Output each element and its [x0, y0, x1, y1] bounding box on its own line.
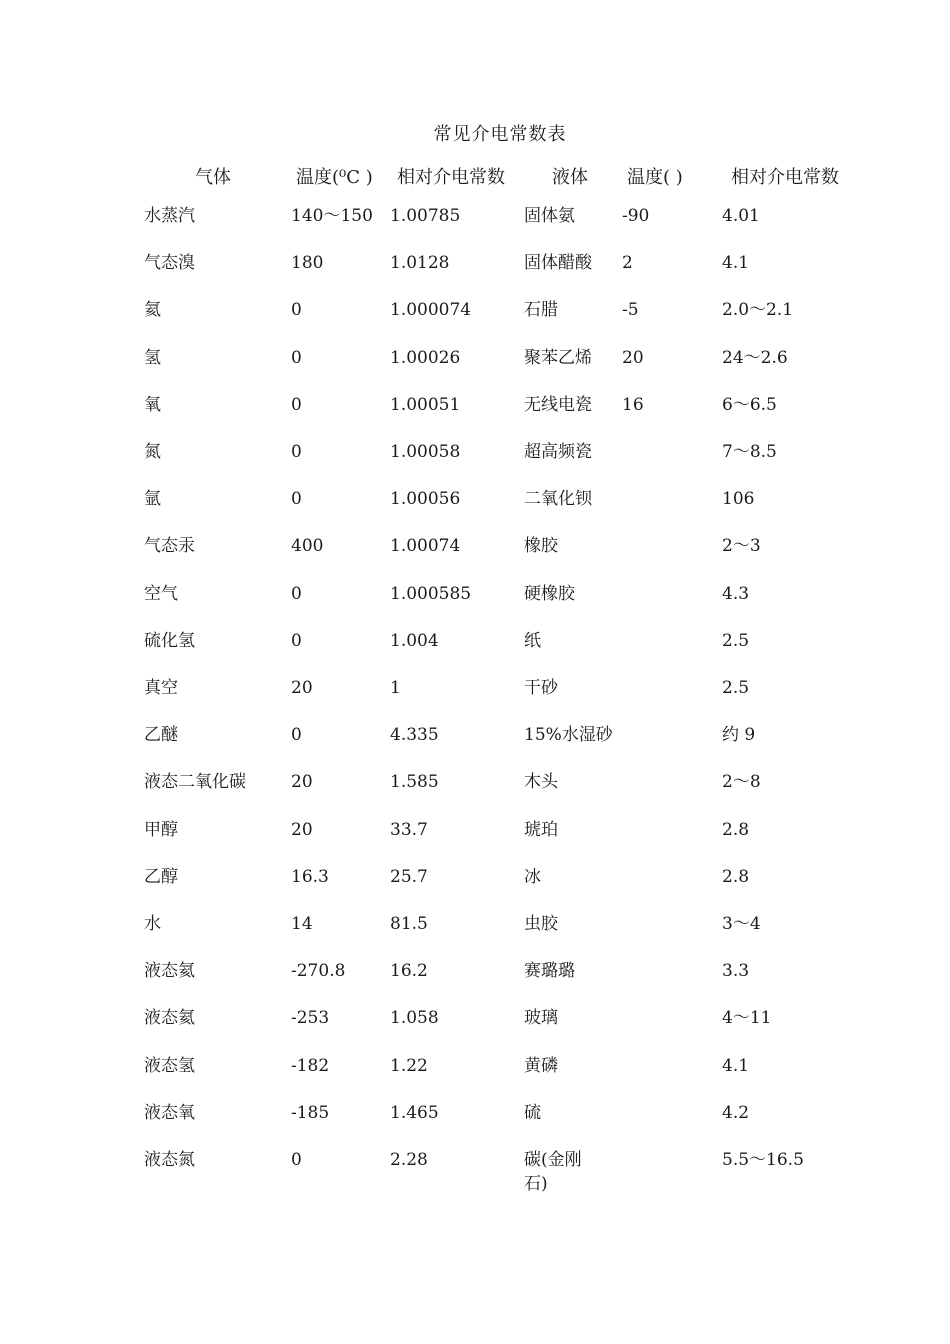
cell-gas-const: 1.00785 — [390, 206, 461, 226]
cell-gas: 液态氢 — [144, 1055, 195, 1076]
cell-gas: 气态溴 — [144, 253, 195, 274]
cell-gas-temp: 0 — [291, 442, 302, 462]
cell-liquid: 石腊 — [524, 300, 558, 321]
cell-liquid: 二氧化钡 — [524, 489, 592, 510]
cell-gas-temp: 0 — [291, 725, 302, 746]
cell-gas: 氮 — [144, 442, 161, 462]
cell-gas-const: 1.004 — [390, 630, 439, 651]
cell-gas: 乙醚 — [144, 725, 178, 746]
cell-gas-const: 1 — [390, 678, 401, 698]
cell-gas-const: 1.00058 — [390, 442, 461, 462]
cell-liquid: 硫 — [524, 1102, 541, 1123]
cell-gas: 液态氦 — [144, 961, 195, 982]
cell-gas-temp: 0 — [291, 583, 302, 604]
cell-liquid: 琥珀 — [524, 819, 558, 840]
cell-liquid: 赛璐璐 — [524, 961, 575, 982]
cell-liquid-const: 24～2.6 — [722, 347, 788, 368]
cell-liquid-temp: -5 — [622, 300, 639, 321]
cell-liquid-temp: 16 — [622, 394, 644, 415]
cell-liquid-const: 3～4 — [722, 914, 761, 934]
cell-gas-temp: 400 — [291, 536, 324, 557]
cell-liquid: 超高频瓷 — [524, 442, 592, 462]
cell-liquid: 木头 — [524, 772, 558, 793]
cell-liquid: 无线电瓷 — [524, 394, 592, 415]
cell-liquid: 硬橡胶 — [524, 583, 575, 604]
cell-gas-const: 1.465 — [390, 1102, 439, 1123]
cell-gas: 气态汞 — [144, 536, 195, 557]
cell-gas-temp: -182 — [291, 1055, 330, 1076]
cell-liquid: 固体醋酸 — [524, 253, 592, 274]
cell-gas-const: 1.000585 — [390, 583, 472, 604]
header-liquid-temp: 温度( ) — [627, 167, 683, 188]
cell-gas-const: 1.0128 — [390, 253, 450, 274]
cell-gas-temp: -270.8 — [291, 961, 346, 982]
cell-gas-const: 81.5 — [390, 914, 428, 934]
cell-liquid-temp: -90 — [622, 206, 650, 226]
cell-liquid: 固体氨 — [524, 206, 575, 226]
cell-gas: 空气 — [144, 583, 178, 604]
cell-gas: 氧 — [144, 394, 161, 415]
cell-gas-const: 1.00051 — [390, 394, 461, 415]
header-liquid-const: 相对介电常数 — [731, 167, 839, 188]
cell-gas-const: 33.7 — [390, 819, 428, 840]
cell-gas: 真空 — [144, 678, 178, 698]
cell-gas-temp: 0 — [291, 1150, 302, 1170]
cell-gas: 水蒸汽 — [144, 206, 195, 226]
cell-liquid-const: 3.3 — [722, 961, 750, 982]
cell-liquid-const: 4.2 — [722, 1102, 750, 1123]
cell-gas: 液态氧 — [144, 1102, 195, 1123]
cell-gas: 氦 — [144, 300, 161, 321]
cell-gas: 液态氮 — [144, 1150, 195, 1170]
cell-liquid-const: 4.01 — [722, 206, 760, 226]
cell-gas-temp: 140～150 — [291, 206, 373, 226]
cell-gas-temp: 0 — [291, 300, 302, 321]
header-gas: 气体 — [195, 167, 231, 188]
cell-gas-const: 1.00074 — [390, 536, 461, 557]
page-title: 常见介电常数表 — [433, 124, 567, 145]
cell-gas: 液态二氧化碳 — [144, 772, 246, 793]
cell-liquid-const: 6～6.5 — [722, 394, 777, 415]
header-gas-const: 相对介电常数 — [397, 167, 505, 188]
cell-liquid: 纸 — [524, 630, 541, 651]
cell-liquid-const: 4.1 — [722, 253, 750, 274]
cell-liquid-const: 2～8 — [722, 772, 761, 793]
cell-gas: 水 — [144, 914, 161, 934]
cell-gas: 甲醇 — [144, 819, 178, 840]
cell-liquid-const: 2～3 — [722, 536, 761, 557]
cell-gas-temp: 0 — [291, 394, 302, 415]
cell-liquid: 冰 — [524, 866, 541, 887]
cell-liquid-const: 4～11 — [722, 1008, 772, 1029]
cell-gas: 氩 — [144, 489, 161, 510]
cell-liquid-const: 2.8 — [722, 866, 750, 887]
header-liquid: 液体 — [552, 167, 588, 188]
cell-liquid-const: 约 9 — [722, 725, 756, 746]
cell-liquid-const: 106 — [722, 489, 755, 510]
cell-liquid-const: 2.5 — [722, 678, 750, 698]
cell-gas-const: 4.335 — [390, 725, 439, 746]
cell-liquid: 玻璃 — [524, 1008, 558, 1029]
cell-gas-temp: 16.3 — [291, 866, 329, 887]
cell-gas-const: 1.585 — [390, 772, 439, 793]
cell-gas-const: 1.000074 — [390, 300, 472, 321]
cell-gas-temp: 20 — [291, 819, 313, 840]
cell-gas-temp: 0 — [291, 347, 302, 368]
cell-liquid: 橡胶 — [524, 536, 558, 557]
cell-gas: 乙醇 — [144, 866, 178, 887]
cell-gas: 液态氦 — [144, 1008, 195, 1029]
cell-liquid: 碳(金刚石) — [524, 1150, 582, 1194]
cell-liquid: 15%水湿砂 — [524, 725, 613, 746]
cell-gas-temp: 0 — [291, 489, 302, 510]
header-gas-temp: 温度(⁰C ) — [296, 167, 373, 188]
cell-gas-const: 1.00056 — [390, 489, 461, 510]
cell-gas-temp: -253 — [291, 1008, 330, 1029]
cell-gas-const: 1.058 — [390, 1008, 439, 1029]
cell-liquid-const: 5.5～16.5 — [722, 1150, 804, 1170]
cell-liquid: 黄磷 — [524, 1055, 558, 1076]
cell-gas-const: 16.2 — [390, 961, 428, 982]
cell-liquid-const: 2.5 — [722, 630, 750, 651]
cell-gas-const: 1.00026 — [390, 347, 461, 368]
cell-liquid: 虫胶 — [524, 914, 558, 934]
cell-liquid: 干砂 — [524, 678, 558, 698]
cell-liquid-const: 4.1 — [722, 1055, 750, 1076]
cell-gas: 硫化氢 — [144, 630, 195, 651]
cell-gas-temp: 180 — [291, 253, 324, 274]
cell-gas: 氢 — [144, 347, 161, 368]
cell-liquid-const: 4.3 — [722, 583, 750, 604]
cell-liquid-const: 2.0～2.1 — [722, 300, 794, 321]
cell-gas-const: 25.7 — [390, 866, 428, 887]
cell-liquid-const: 2.8 — [722, 819, 750, 840]
cell-gas-const: 2.28 — [390, 1150, 428, 1170]
cell-gas-temp: 0 — [291, 630, 302, 651]
cell-liquid-temp: 2 — [622, 253, 633, 274]
cell-liquid-temp: 20 — [622, 347, 644, 368]
cell-gas-const: 1.22 — [390, 1055, 428, 1076]
cell-liquid: 聚苯乙烯 — [524, 347, 592, 368]
cell-gas-temp: 14 — [291, 914, 313, 934]
cell-gas-temp: 20 — [291, 678, 313, 698]
cell-gas-temp: 20 — [291, 772, 313, 793]
cell-gas-temp: -185 — [291, 1102, 330, 1123]
cell-liquid-const: 7～8.5 — [722, 442, 777, 462]
